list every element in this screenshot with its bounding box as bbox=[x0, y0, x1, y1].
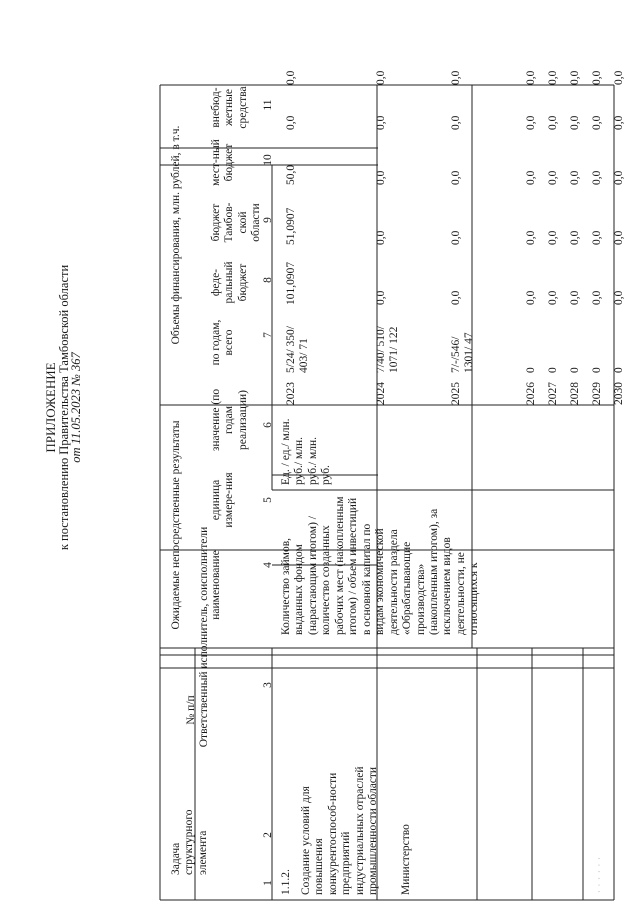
year-row-2030-year: 2030 bbox=[613, 382, 625, 405]
year-row-2023-local: 0,0 bbox=[285, 115, 297, 130]
year-row-2029-total: 0,0 bbox=[591, 290, 603, 305]
col-number-1: 1 bbox=[262, 880, 274, 886]
year-row-2027-regional: 0,0 bbox=[547, 170, 559, 185]
col-number-3: 3 bbox=[262, 682, 274, 688]
col-header-unit: единица измере-ния bbox=[210, 472, 236, 528]
row-number: 1.1.2. bbox=[280, 869, 292, 895]
row-executor: Министерство bbox=[400, 824, 412, 895]
appendix-resolution-line: к постановлению Правительства Тамбовской области bbox=[57, 264, 71, 551]
year-row-2027-value: 0 bbox=[547, 367, 559, 373]
year-row-2028-regional: 0,0 bbox=[569, 170, 581, 185]
year-row-2028-year: 2028 bbox=[569, 382, 581, 405]
row-result-unit: Ед. / ед./ млн. руб./ млн. руб./ млн. руб. bbox=[280, 418, 333, 485]
year-row-2026-federal: 0,0 bbox=[525, 230, 537, 245]
col-header-regional: бюджет Тамбов-ской области bbox=[210, 202, 263, 243]
year-row-2029-regional: 0,0 bbox=[591, 170, 603, 185]
year-row-2024-federal: 0,0 bbox=[375, 230, 387, 245]
year-row-2023-extra: 0,0 bbox=[285, 70, 297, 85]
year-row-2030-regional: 0,0 bbox=[613, 170, 625, 185]
year-row-2024-local: 0,0 bbox=[375, 115, 387, 130]
year-row-2028-extra: 0,0 bbox=[569, 70, 581, 85]
year-row-2026-total: 0,0 bbox=[525, 290, 537, 305]
col-header-executor: Ответственный исполнитель, соисполнители bbox=[198, 526, 210, 748]
col-header-local: мест-ный бюджет bbox=[210, 139, 236, 186]
col-number-11: 11 bbox=[262, 99, 274, 111]
row-result-name: Количество займов, выданных фондом (нарастающим итогом) / количество созданных рабочих мест (накопленным итогом) / объем инвестиций в основной капитал по видам экономической деятельности раздела «Обрабатывающие производства» (накопленным итогом), за исключением видов деятельности, не относящихся к bbox=[280, 496, 481, 635]
year-row-2029-extra: 0,0 bbox=[591, 70, 603, 85]
year-row-2025-value: 7/-/546/ 1301/ 47 bbox=[450, 332, 476, 373]
year-row-2025-local: 0,0 bbox=[450, 115, 462, 130]
year-row-2028-federal: 0,0 bbox=[569, 230, 581, 245]
col-header-task: Задача структурного элемента bbox=[170, 809, 209, 875]
col-header-federal: феде-ральный бюджет bbox=[210, 261, 249, 304]
year-row-2023-value: 5/24/ 350/ 403/ 71 bbox=[285, 326, 311, 373]
year-row-2027-federal: 0,0 bbox=[547, 230, 559, 245]
col-header-results-group: Ожидаемые непосредственные результаты bbox=[170, 420, 182, 630]
year-row-2024-total: 0,0 bbox=[375, 290, 387, 305]
year-row-2025-total: 0,0 bbox=[450, 290, 462, 305]
col-header-value: значение (по годам реализации) bbox=[210, 388, 249, 452]
row-task: Создание условий для повышения конкурентоспособ-ности предприятий индустриальных отраслей промышленности области bbox=[300, 766, 380, 895]
col-number-6: 6 bbox=[262, 422, 274, 428]
col-number-4: 4 bbox=[262, 562, 274, 568]
year-row-2023-year: 2023 bbox=[285, 382, 297, 405]
col-header-no: № п/п bbox=[185, 695, 197, 725]
year-row-2024-regional: 0,0 bbox=[375, 170, 387, 185]
year-row-2029-year: 2029 bbox=[591, 382, 603, 405]
year-row-2026-regional: 0,0 bbox=[525, 170, 537, 185]
year-row-2030-value: 0 bbox=[613, 367, 625, 373]
year-row-2023-federal: 51,0907 bbox=[285, 207, 297, 245]
year-row-2029-value: 0 bbox=[591, 367, 603, 373]
year-row-2030-local: 0,0 bbox=[613, 115, 625, 130]
year-row-2025-year: 2025 bbox=[450, 382, 462, 405]
year-row-2028-local: 0,0 bbox=[569, 115, 581, 130]
year-row-2028-total: 0,0 bbox=[569, 290, 581, 305]
appendix-title: ПРИЛОЖЕНИЕ bbox=[43, 362, 58, 453]
year-row-2026-year: 2026 bbox=[525, 382, 537, 405]
year-row-2027-extra: 0,0 bbox=[547, 70, 559, 85]
year-row-2025-extra: 0,0 bbox=[450, 70, 462, 85]
year-row-2026-value: 0 bbox=[525, 367, 537, 373]
year-row-2025-federal: 0,0 bbox=[450, 230, 462, 245]
col-number-7: 7 bbox=[262, 332, 274, 338]
year-row-2030-federal: 0,0 bbox=[613, 230, 625, 245]
col-number-8: 8 bbox=[262, 277, 274, 283]
year-row-2026-local: 0,0 bbox=[525, 115, 537, 130]
col-header-extra: внебюд-жетные средства bbox=[210, 86, 249, 129]
year-row-2027-local: 0,0 bbox=[547, 115, 559, 130]
year-row-2024-year: 2024 bbox=[375, 382, 387, 405]
year-row-2028-value: 0 bbox=[569, 367, 581, 373]
col-number-9: 9 bbox=[262, 217, 274, 223]
year-row-2027-total: 0,0 bbox=[547, 290, 559, 305]
col-header-finance-group: Объемы финансирования, млн. рублей, в т.ч. bbox=[170, 125, 182, 345]
year-row-2027-year: 2027 bbox=[547, 382, 559, 405]
year-row-2023-regional: 50,0 bbox=[285, 164, 297, 185]
year-row-2029-federal: 0,0 bbox=[591, 230, 603, 245]
year-row-2024-value: 7/40/ 510/ 1071/ 122 bbox=[375, 326, 401, 373]
year-row-2030-total: 0,0 bbox=[613, 290, 625, 305]
appendix-date-number: от 11.05.2023 № 367 bbox=[69, 352, 83, 463]
col-header-name: наименование bbox=[210, 550, 222, 620]
year-row-2030-extra: 0,0 bbox=[613, 70, 625, 85]
year-row-2023-total: 101,0907 bbox=[285, 261, 297, 305]
margin-note: · · · · · · bbox=[595, 856, 604, 893]
col-header-total: по годам, всего bbox=[210, 319, 236, 366]
col-number-2: 2 bbox=[262, 832, 274, 838]
year-row-2029-local: 0,0 bbox=[591, 115, 603, 130]
col-number-10: 10 bbox=[262, 154, 274, 166]
col-number-5: 5 bbox=[262, 497, 274, 503]
year-row-2024-extra: 0,0 bbox=[375, 70, 387, 85]
year-row-2025-regional: 0,0 bbox=[450, 170, 462, 185]
year-row-2026-extra: 0,0 bbox=[525, 70, 537, 85]
